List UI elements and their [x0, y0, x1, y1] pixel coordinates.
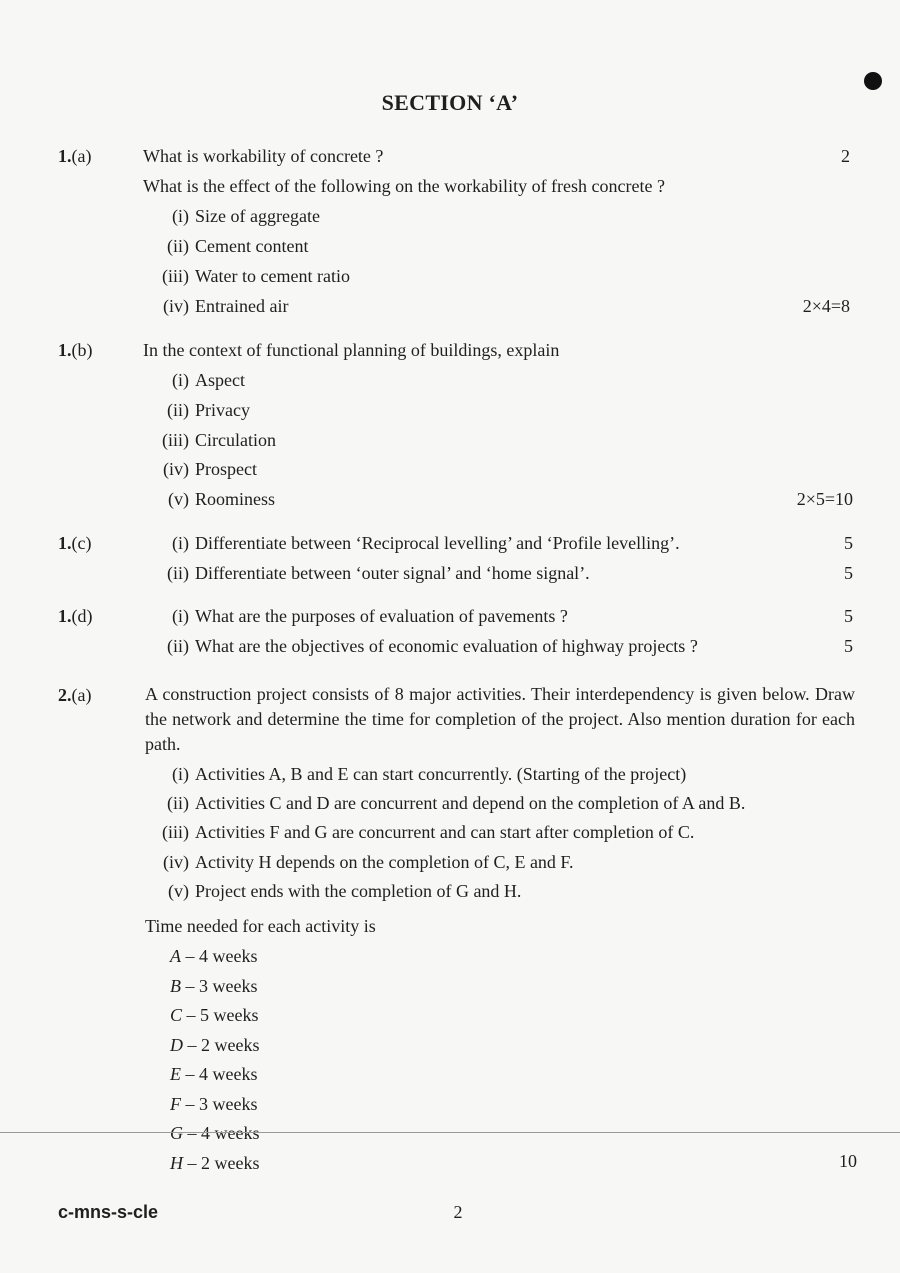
list-item: (i) Activities A, B and E can start concurrently. (Starting of the project)	[172, 764, 687, 784]
list-item: (i) Differentiate between ‘Reciprocal levelling’ and ‘Profile levelling’.	[172, 533, 680, 553]
list-item: (iii) Activities F and G are concurrent and can start after completion of C.	[162, 822, 695, 842]
question-number-1a: 1.(a)	[58, 146, 92, 166]
list-item: (iii) Circulation	[162, 430, 276, 450]
question-number-1d: 1.(d)	[58, 606, 93, 626]
scan-fold-line	[0, 1132, 900, 1133]
list-item: (iv) Activity H depends on the completion of C, E and F.	[163, 852, 574, 872]
page-number: 2	[453, 1202, 463, 1222]
question-1d-i-marks: 5	[844, 606, 853, 626]
time-row: B – 3 weeks	[170, 976, 258, 996]
question-1a-marks: 2×4=8	[802, 296, 850, 316]
time-row: H – 2 weeks	[170, 1153, 260, 1173]
list-item: (ii) Privacy	[167, 400, 250, 420]
question-1a-marks-first: 2	[841, 146, 850, 166]
list-item: (ii) Activities C and D are concurrent and depend on the completion of A and B.	[167, 793, 746, 813]
list-item: (ii) Differentiate between ‘outer signal’ and ‘home signal’.	[167, 563, 590, 583]
time-row: G – 4 weeks	[170, 1123, 260, 1143]
question-1d-ii-marks: 5	[844, 636, 853, 656]
question-1c-ii-marks: 5	[844, 563, 853, 583]
question-1b-marks: 2×5=10	[796, 489, 853, 509]
list-item: (i) Aspect	[172, 370, 245, 390]
question-number-1c: 1.(c)	[58, 533, 92, 553]
paper-code: c-mns-s-cle	[58, 1202, 159, 1222]
question-number-1b: 1.(b)	[58, 340, 93, 360]
list-item: (i) Size of aggregate	[172, 206, 320, 226]
time-row: A – 4 weeks	[170, 946, 258, 966]
time-row: D – 2 weeks	[170, 1035, 260, 1055]
list-item: (ii) Cement content	[167, 236, 309, 256]
question-1a-text: What is workability of concrete ?	[143, 146, 384, 166]
list-item: (iii) Water to cement ratio	[162, 266, 350, 286]
time-row: C – 5 weeks	[170, 1005, 259, 1025]
list-item: (i) What are the purposes of evaluation of pavements ?	[172, 606, 568, 626]
question-2a-marks: 10	[839, 1151, 857, 1171]
list-item: (iv) Entrained air	[163, 296, 289, 316]
section-title: SECTION ‘A’	[381, 90, 519, 115]
list-item: (iv) Prospect	[163, 459, 257, 479]
list-item: (v) Roominess	[168, 489, 276, 509]
list-item: (v) Project ends with the completion of G and H.	[168, 881, 522, 901]
question-1b-text: In the context of functional planning of buildings, explain	[143, 340, 560, 360]
time-heading: Time needed for each activity is	[145, 916, 376, 936]
question-number-2a: 2.(a)	[58, 685, 92, 705]
question-1a-text2: What is the effect of the following on the workability of fresh concrete ?	[143, 176, 665, 196]
list-item: (ii) What are the objectives of economic evaluation of highway projects ?	[167, 636, 698, 656]
punch-dot	[864, 72, 882, 90]
time-row: F – 3 weeks	[170, 1094, 258, 1114]
time-row: E – 4 weeks	[170, 1064, 258, 1084]
question-2a-intro: A construction project consists of 8 major activities. Their interdependency is given below. Draw the network and determine the time for completion of the project. Also mention duration for each path.	[145, 684, 855, 754]
question-1c-i-marks: 5	[844, 533, 853, 553]
